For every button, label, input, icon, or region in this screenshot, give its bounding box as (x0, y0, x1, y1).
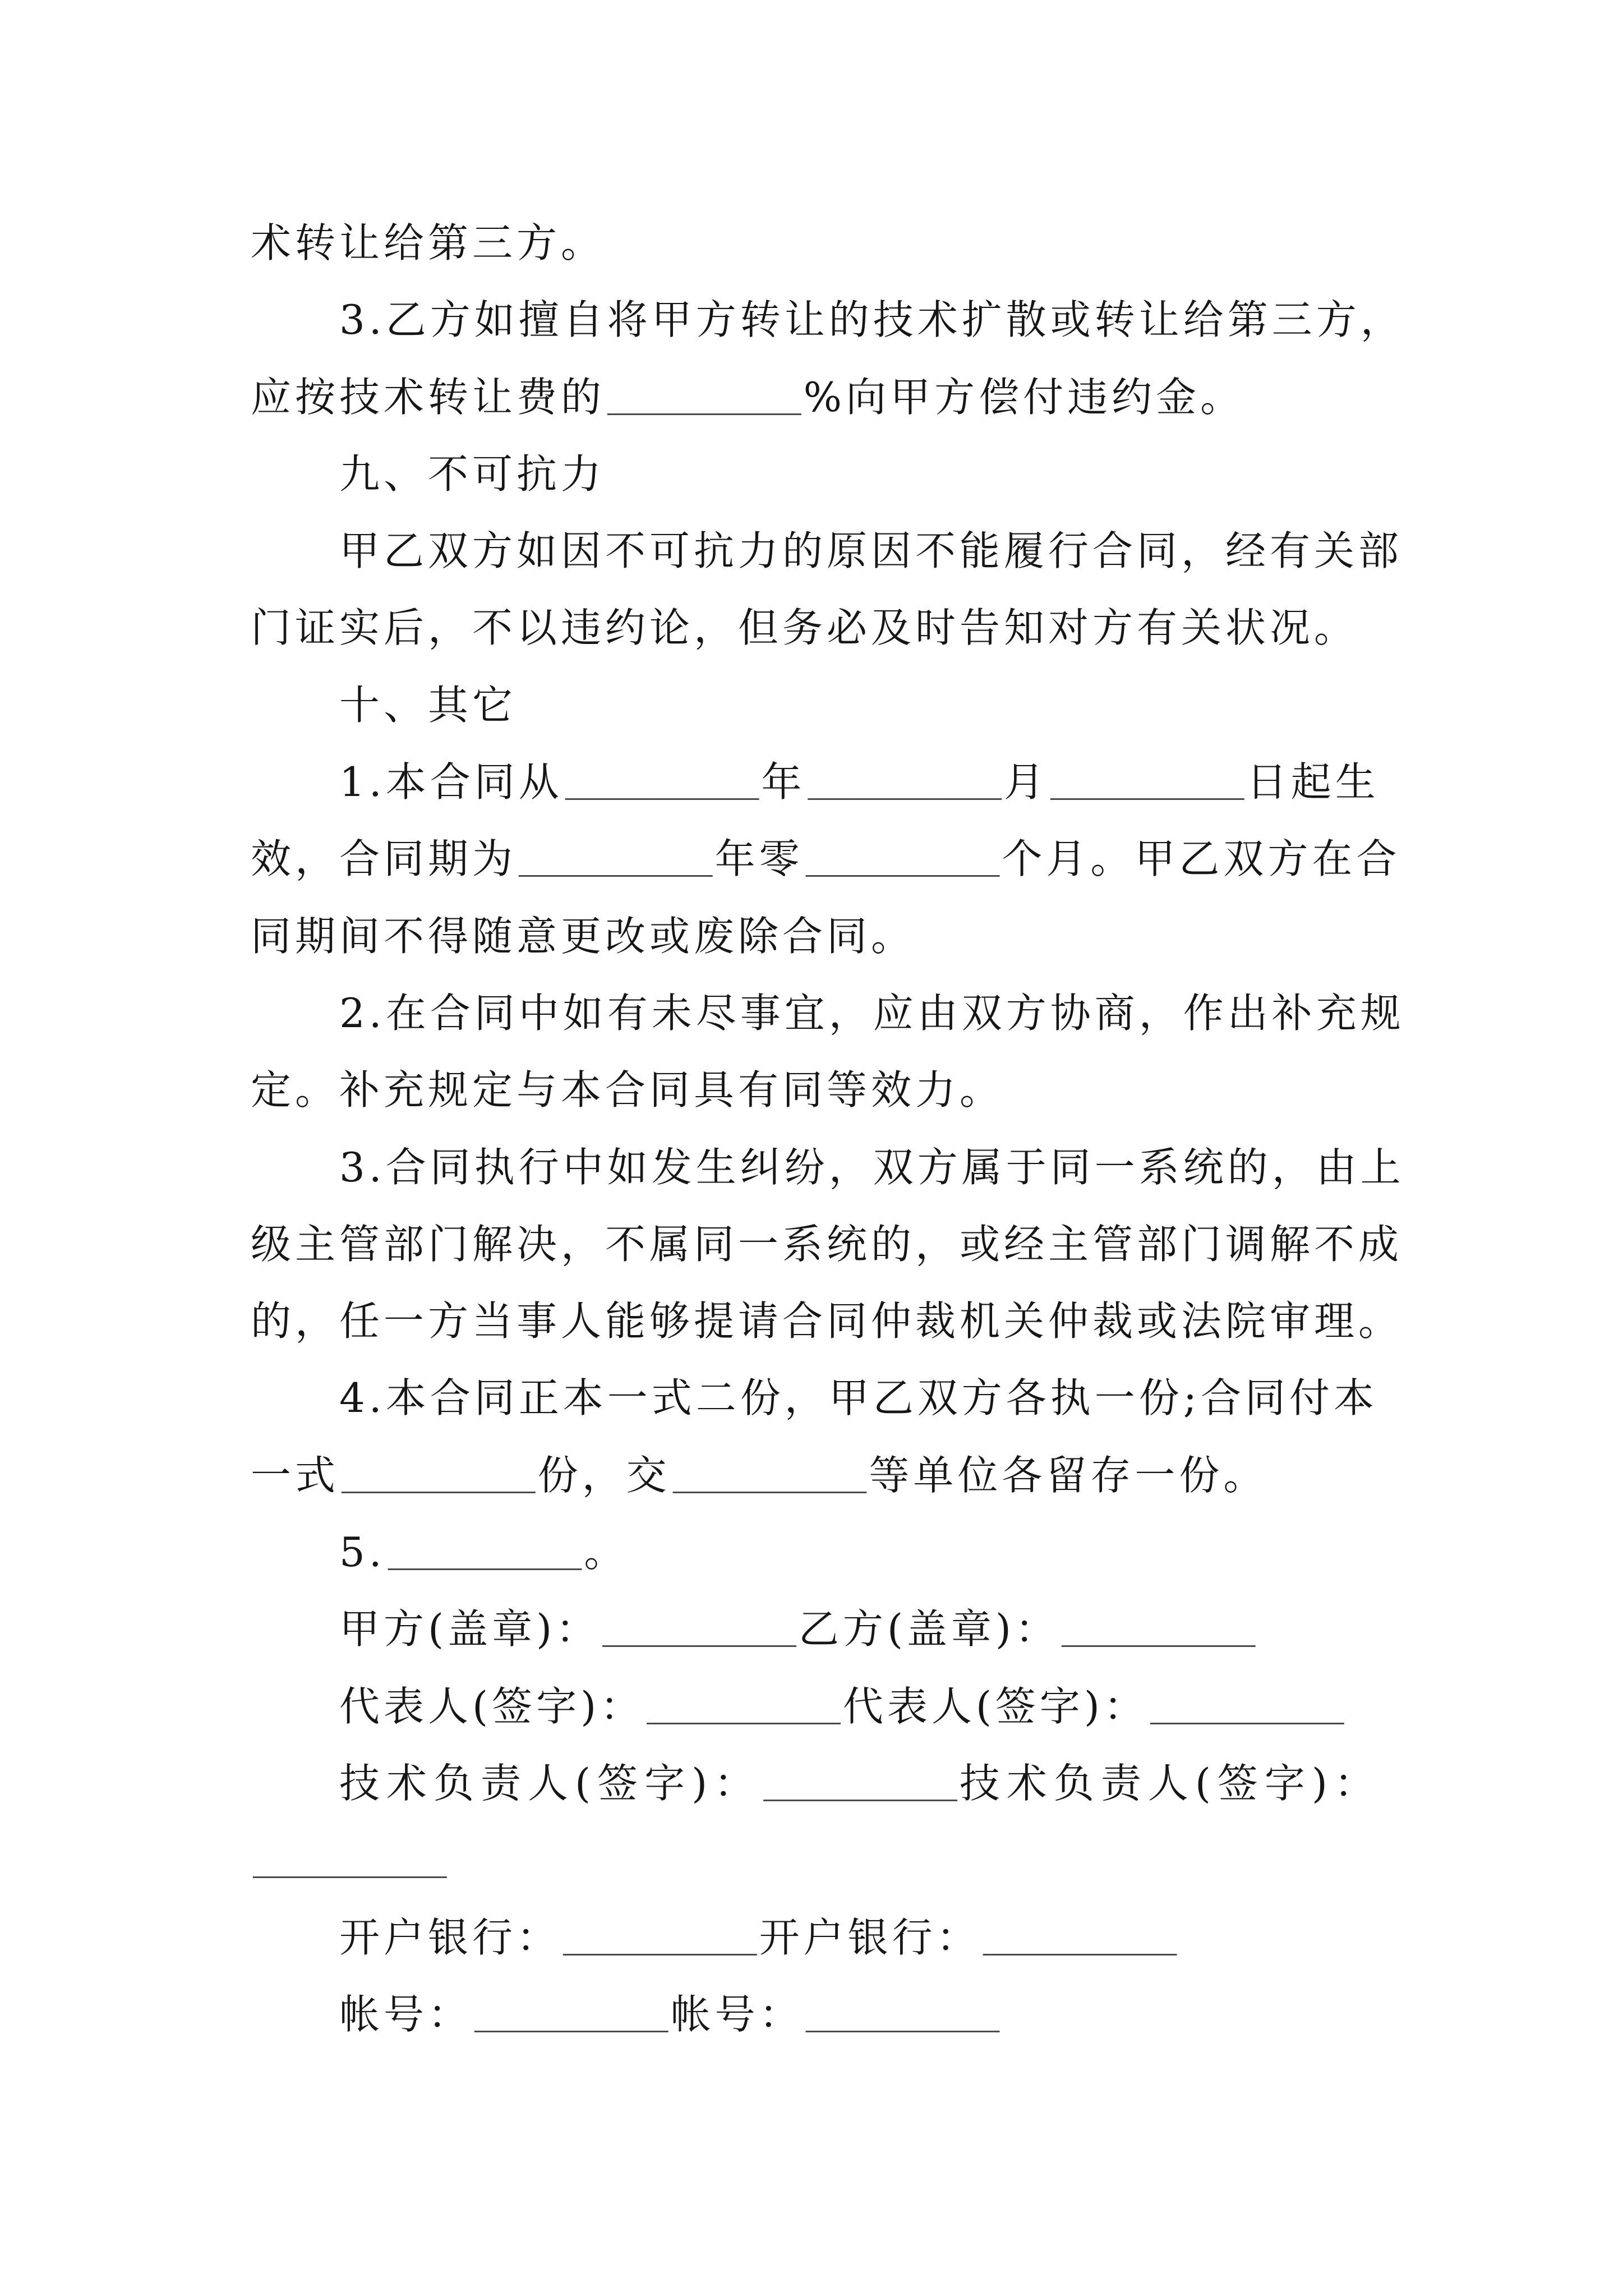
line-text: 一式 (251, 1451, 340, 1499)
line-text: 应按技术转让费的 (251, 373, 606, 421)
line-text: 门证实后，不以违约论，但务必及时告知对方有关状况。 (251, 604, 1359, 652)
item-5-blank: _________ (388, 1537, 582, 1578)
section-heading: 十、其它 (339, 681, 517, 729)
section-9-body-line-2 (251, 590, 1456, 666)
term-months-blank: _________ (805, 844, 1000, 885)
party-a-technical-lead-blank: _________ (763, 1768, 957, 1809)
line-text: 个月。甲乙双方在合 (1002, 835, 1401, 883)
party-b-seal-label: 乙方(盖章)： (798, 1605, 1060, 1653)
party-b-bank-blank: _________ (983, 1922, 1177, 1963)
copies-count-blank: _________ (342, 1460, 536, 1501)
line-text: 术转让给第三方。 (251, 219, 606, 266)
line-text: 日起生 (1246, 758, 1380, 806)
section-10-item-3-line-2 (251, 1206, 1456, 1283)
section-heading: 九、不可抗力 (339, 450, 606, 498)
party-a-representative-blank: _________ (647, 1691, 841, 1732)
line-text: 等单位各留存一份。 (869, 1451, 1268, 1499)
effective-month-blank: _________ (808, 767, 1002, 808)
line-text: 4.本合同正本一式二份，甲乙双方各执一份;合同付本 (339, 1374, 1378, 1422)
section-10-item-1-line-3 (251, 898, 1456, 975)
penalty-percent-blank: _________ (607, 381, 801, 422)
contract-text-block (251, 205, 1456, 2053)
line-text: 。 (584, 1529, 629, 1576)
line-text: 月 (1004, 758, 1049, 806)
line-text: 同期间不得随意更改或废除合同。 (251, 912, 916, 960)
party-a-account-blank: _________ (474, 1999, 668, 2040)
section-10-item-1-line-2 (251, 821, 1456, 898)
line-text: 5. (339, 1529, 386, 1576)
section-10-item-5 (251, 1514, 1456, 1591)
effective-day-blank: _________ (1050, 767, 1244, 808)
section-8-item-2-tail (251, 205, 1456, 282)
party-b-account-blank: _________ (805, 1999, 1000, 2040)
section-8-item-3-line-2 (251, 359, 1456, 436)
line-text: 1.本合同从 (339, 758, 563, 806)
section-9-heading (251, 436, 1456, 513)
line-text: 2.在合同中如有未尽事宜，应由双方协商，作出补充规 (339, 989, 1405, 1037)
section-10-heading (251, 667, 1456, 744)
party-a-seal-blank: _________ (602, 1614, 796, 1655)
signature-technical-lead-blank-row (251, 1822, 1456, 1899)
party-b-technical-lead-label: 技术负责人(签字)： (959, 1759, 1382, 1807)
party-a-bank-blank: _________ (563, 1922, 757, 1963)
line-text: 定。补充规定与本合同具有同等效力。 (251, 1066, 1004, 1114)
section-10-item-4-line-1 (251, 1360, 1456, 1437)
line-text: 3.乙方如擅自将甲方转让的技术扩散或转让给第三方， (339, 296, 1405, 344)
section-10-item-4-line-2 (251, 1437, 1456, 1514)
party-a-technical-lead-label: 技术负责人(签字)： (339, 1759, 762, 1807)
party-a-account-label: 帐号： (339, 1990, 473, 2038)
section-10-item-1-line-1 (251, 744, 1456, 821)
section-10-item-2-line-1 (251, 975, 1456, 1052)
party-a-representative-label: 代表人(签字)： (339, 1682, 645, 1730)
section-10-item-3-line-3 (251, 1283, 1456, 1360)
line-text: 甲乙双方如因不可抗力的原因不能履行合同，经有关部 (339, 527, 1403, 575)
signature-seal-row (251, 1591, 1456, 1668)
copies-recipient-blank: _________ (672, 1460, 867, 1501)
term-years-blank: _________ (519, 844, 713, 885)
party-a-seal-label: 甲方(盖章)： (339, 1605, 601, 1653)
signature-technical-lead-row (251, 1745, 1456, 1822)
party-b-account-label: 帐号： (670, 1990, 804, 2038)
line-text: 效，合同期为 (251, 835, 517, 883)
party-b-representative-blank: _________ (1150, 1691, 1344, 1732)
section-9-body-line-1 (251, 513, 1456, 590)
party-a-bank-label: 开户银行： (339, 1913, 561, 1961)
line-text: 年零 (714, 835, 804, 883)
section-10-item-3-line-1 (251, 1129, 1456, 1206)
line-text: %向甲方偿付违约金。 (803, 373, 1245, 421)
line-text: 3.合同执行中如发生纠纷，双方属于同一系统的，由上 (339, 1143, 1405, 1191)
section-10-item-2-line-2 (251, 1052, 1456, 1129)
party-b-representative-label: 代表人(签字)： (842, 1682, 1149, 1730)
bank-row (251, 1899, 1456, 1976)
line-text: 年 (761, 758, 806, 806)
line-text: 级主管部门解决，不属同一系统的，或经主管部门调解不成 (251, 1220, 1403, 1268)
party-b-seal-blank: _________ (1062, 1614, 1256, 1655)
account-number-row (251, 1976, 1456, 2053)
section-8-item-3-line-1 (251, 282, 1456, 358)
line-text: 份，交 (537, 1451, 671, 1499)
party-b-bank-label: 开户银行： (759, 1913, 981, 1961)
signature-representative-row (251, 1668, 1456, 1745)
line-text: 的，任一方当事人能够提请合同仲裁机关仲裁或法院审理。 (251, 1297, 1403, 1345)
party-b-technical-lead-blank: _________ (253, 1845, 447, 1886)
effective-year-blank: _________ (565, 767, 759, 808)
